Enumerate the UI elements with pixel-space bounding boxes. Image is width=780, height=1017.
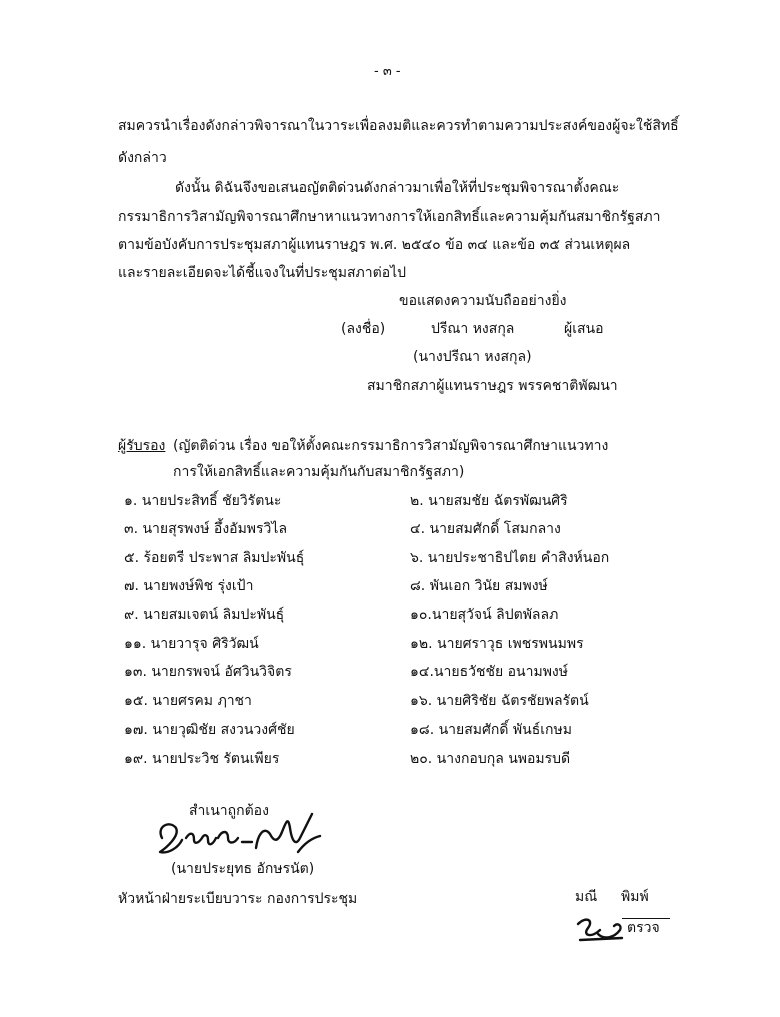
- endorser-item: ๔. นายสมศักดิ์ โสมกลาง: [410, 521, 561, 537]
- endorser-item: ๑๐.นายสุวัจน์ ลิปตพัลลภ: [410, 607, 559, 623]
- sign-label: (ลงชื่อ): [341, 321, 386, 337]
- endorser-item: ๒. นายสมชัย ฉัตรพัฒนศิริ: [410, 493, 568, 509]
- body-line-4: กรรมาธิการวิสามัญพิจารณาศึกษาหาแนวทางการให้เอกสิทธิ์และความคุ้มกันสมาชิกรัฐสภา: [118, 209, 661, 225]
- body-line-6: และรายละเอียดจะได้ชี้แจงในที่ประชุมสภาต่อไป: [118, 265, 407, 281]
- endorser-item: ๑๘. นายสมศักดิ์ พันธ์เกษม: [410, 722, 572, 738]
- proposer-full-name: (นางปรีณา หงสกุล): [413, 349, 532, 365]
- endorser-item: ๑๓. นายกรพจน์ อัศวินวิจิตร: [124, 664, 292, 680]
- endorsers-subject-line-2: การให้เอกสิทธิ์และความคุ้มกันกับสมาชิกรัฐสภา): [173, 464, 465, 480]
- endorser-item: ๖. นายประชาธิปไตย คำสิงห์นอก: [410, 550, 610, 566]
- closing-salutation: ขอแสดงความนับถืออย่างยิ่ง: [399, 293, 567, 309]
- proposer-role: ผู้เสนอ: [564, 321, 604, 337]
- endorser-item: ๗. นายพงษ์พิช รุ่งเป้า: [124, 578, 254, 594]
- typist-name: มณี: [575, 889, 598, 905]
- endorser-item: ๑๙. นายประวิช รัตนเพียร: [124, 751, 280, 767]
- check-line: [622, 918, 670, 919]
- typed-label: พิมพ์: [621, 889, 649, 905]
- body-line-2: ดังกล่าว: [118, 150, 167, 166]
- endorser-item: ๑. นายประสิทธิ์ ชัยวิรัตนะ: [124, 493, 282, 509]
- certifier-position: หัวหน้าฝ่ายระเบียบวาระ กองการประชุม: [118, 891, 358, 907]
- endorser-item: ๓. นายสุรพงษ์ อึ้งอัมพรวิไล: [124, 521, 288, 537]
- endorser-item: ๑๒. นายศราวุธ เพชรพนมพร: [410, 636, 584, 652]
- checker-initials: [574, 912, 628, 946]
- endorser-item: ๑๕. นายศรคม ฦาชา: [124, 693, 252, 709]
- page-number: - ๓ -: [374, 64, 401, 79]
- body-line-1: สมควรนำเรื่องดังกล่าวพิจารณาในวาระเพื่อลงมติและควรทำตามความประสงค์ของผู้จะใช้สิทธิ์: [118, 118, 679, 134]
- endorser-item: ๙. นายสมเจตน์ ลิมปะพันธุ์: [124, 607, 285, 623]
- endorser-item: ๑๔.นายธวัชชัย อนามพงษ์: [410, 664, 568, 680]
- checked-label: ตรวจ: [627, 920, 660, 936]
- endorser-item: ๑๖. นายศิริชัย ฉัตรชัยพลรัตน์: [410, 693, 589, 709]
- proposer-position: สมาชิกสภาผู้แทนราษฎร พรรคชาติพัฒนา: [367, 378, 618, 394]
- body-line-3: ดังนั้น ดิฉันจึงขอเสนอญัตติด่วนดังกล่าวมาเพื่อให้ที่ประชุมพิจารณาตั้งคณะ: [175, 180, 620, 196]
- certifier-name: (นายประยุทธ อักษรนัต): [171, 861, 315, 877]
- endorser-item: ๑๗. นายวุฒิชัย สงวนวงศ์ชัย: [124, 722, 295, 738]
- proposer-signed-name: ปรีณา หงสกุล: [431, 321, 515, 337]
- endorsers-heading: ผู้รับรอง: [118, 438, 166, 454]
- certified-copy-label: สำเนาถูกต้อง: [189, 803, 269, 819]
- endorser-item: ๒๐. นางกอบกุล นพอมรบดี: [410, 751, 571, 767]
- body-line-5: ตามข้อบังคับการประชุมสภาผู้แทนราษฎร พ.ศ. ๒๕๔๐ ข้อ ๓๔ และข้อ ๓๕ ส่วนเหตุผล: [118, 237, 631, 253]
- endorsers-subject-line-1: (ญัตติด่วน เรื่อง ขอให้ตั้งคณะกรรมาธิการวิสามัญพิจารณาศึกษาแนวทาง: [173, 438, 609, 454]
- endorser-item: ๕. ร้อยตรี ประพาส ลิมปะพันธุ์: [124, 550, 305, 566]
- endorser-item: ๘. พันเอก วินัย สมพงษ์: [410, 578, 548, 594]
- endorser-item: ๑๑. นายวารุจ ศิริวัฒน์: [124, 636, 259, 652]
- certifier-signature: [148, 808, 328, 864]
